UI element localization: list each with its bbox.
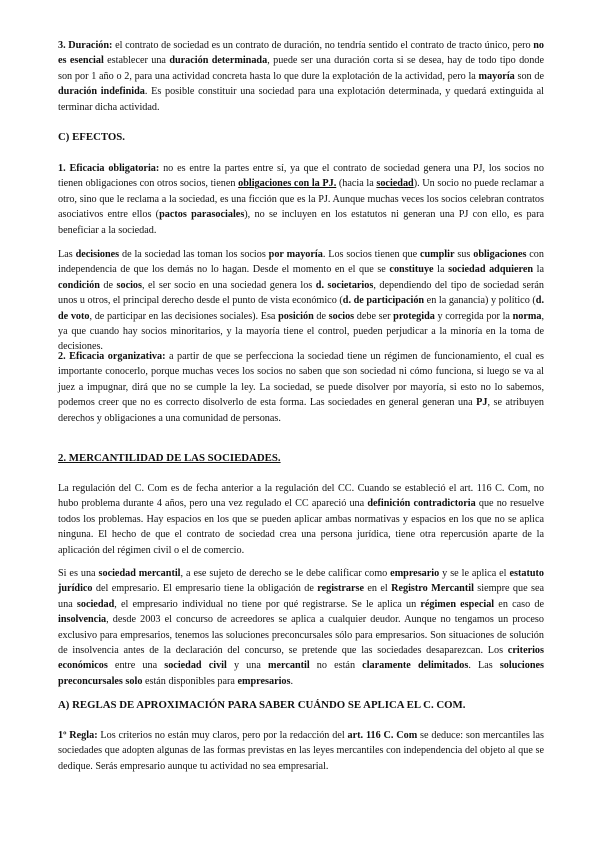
bold-term: art. 116 C. Com [347, 730, 418, 741]
bold-term: duración determinada [169, 55, 268, 67]
bold-term: protegida [393, 310, 435, 322]
text-span: Los criterios no están muy claros, pero por la redacción del [97, 730, 348, 741]
bold-term: definición contradictoria [367, 498, 476, 510]
text-span: , se atribuyen derechos y obligaciones a una comunidad de personas. [58, 397, 544, 424]
text-span: de [313, 310, 329, 322]
paragraph-regla-1 [58, 728, 544, 774]
bold-term: Registro Mercantil [391, 583, 474, 595]
term-eficacia-organizativa: 2. Eficacia organizativa: [58, 351, 166, 362]
text-span: sus [454, 249, 474, 260]
text-span: en la ganancia) y político ( [424, 295, 536, 307]
bold-term: duración indefinida [58, 86, 145, 98]
text-span: el contrato de sociedad es un contrato de duración, no tendría sentido el contrato de tracto único, pero [112, 40, 534, 51]
text-span: . Es posible constituir una sociedad para una explotación determinada, y quedará extinguida al terminar dicha actividad. [58, 86, 544, 113]
paragraph-eficacia-obligatoria [58, 161, 544, 238]
term-eficacia-obligatoria: 1. Eficacia obligatoria: [58, 163, 160, 174]
text-span: están disponibles para [142, 675, 238, 687]
bold-term: por mayoría [268, 249, 323, 260]
bold-term: empresarios [237, 675, 291, 687]
text-span: , el ser socio en una sociedad genera los [141, 279, 316, 291]
text-span: , desde 2003 el concurso de acreedores se aplica a cualquier deudor. Aunque no tengamos un proceso exclusivo para empresarios, tenemos las soluciones preconcursales sólo para empresarios. Son situaciones de solución de insolvencia antes de la declaración del concurso, se pretende que las sociedades desaparezcan. Los [58, 614, 544, 657]
text-span: , el empresario individual no tiene por qué registrarse. Se le aplica un [114, 598, 421, 610]
bold-term: criterios económicos [58, 645, 544, 672]
bold-term: sociedad mercantil [98, 568, 181, 579]
term-duracion: 3. Duración: [58, 40, 113, 51]
bold-term: empresario [390, 568, 440, 579]
bold-term: decisiones [75, 249, 120, 260]
heading-efectos: C) EFECTOS. [58, 131, 125, 143]
bold-term: socios [116, 279, 142, 291]
text-span: la [433, 264, 449, 276]
text-span: siempre que sea una [58, 583, 545, 610]
heading-mercantilidad: 2. MERCANTILIDAD DE LAS SOCIEDADES. [58, 452, 281, 464]
text-span: y una [226, 660, 268, 672]
text-span: , ya que cuando hay socios minoritarios, y la mayoría tiene el control, pueden perjudicar a la minoría en la toma de decisiones. [58, 310, 544, 353]
paragraph-decisiones [58, 247, 544, 355]
bold-term: d. de voto [58, 295, 544, 322]
text-span: de la sociedad las toman los socios [119, 249, 269, 260]
bold-term: posición [278, 310, 314, 322]
text-span: la [533, 264, 544, 276]
text-span: , a ese sujeto de derecho se le debe calificar como [180, 568, 391, 579]
text-span: establecer una [103, 55, 170, 67]
bold-term: sociedad [76, 598, 115, 610]
underlined-term: sociedad [376, 178, 414, 190]
text-span: entre una [107, 660, 165, 672]
text-span: . [290, 675, 294, 687]
text-span: . Las [468, 660, 500, 672]
bold-term: pactos parasociales [159, 209, 245, 221]
heading-reglas: A) REGLAS DE APROXIMACIÓN PARA SABER CUÁNDO SE APLICA EL C. COM. [58, 699, 466, 711]
paragraph-duracion [58, 38, 544, 115]
text-span: , de participar en las decisiones sociales). Esa [89, 310, 279, 322]
text-span: Si es una [58, 568, 99, 579]
bold-term: cumplir [419, 249, 455, 260]
bold-term: constituye [389, 264, 434, 276]
text-span: no es entre la partes entre sí, ya que el contrato de sociedad genera una PJ, los socios no tienen obligaciones con otros socios, tienen [58, 163, 544, 190]
bold-term: PJ [476, 397, 488, 409]
bold-term: norma [512, 310, 542, 322]
text-span: de [99, 279, 117, 291]
text-span: ), no se incluyen en los estatutos ni generan una PJ con ello, es para beneficiar a la sociedad. [58, 209, 544, 236]
text-span: en el [364, 583, 392, 595]
text-span: que no resuelve todos los problemas. Hay espacios en los que se pueden aplicar ambas normativas y espacios en los que no se aplica ninguna. El hecho de que el contrato de sociedad crea una persona jurídica, tiene otra repercusión aparte de la aplicación del régimen civil o el de comercio. [58, 498, 544, 556]
text-span: , dependiendo del tipo de sociedad serán unos u otros, el principal derecho desde el punto de vista económico ( [58, 279, 544, 307]
text-span: Las [58, 249, 76, 260]
bold-term: estatuto jurídico [58, 568, 544, 595]
paragraph-sociedad-mercantil [58, 566, 544, 689]
bold-term: insolvencia [58, 614, 107, 626]
text-span: . Los socios tienen que [322, 249, 420, 260]
text-span: a partir de que se perfecciona la sociedad tiene un régimen de funcionamiento, el cual es importante conocerlo, porque muchas veces los socios no saben que son sociedad ni cómo funciona, si luego se va al juez a impugnar, dirá que no se cumple la ley. La sociedad, se puede disolver por mayoría, si esto no lo sabemos, podemos creer que no es correcto disolverlo de esta forma. Las sociedades en general generan una [58, 351, 544, 409]
bold-term: d. societarios [315, 279, 374, 291]
text-span: , puede ser una duración corta si se desea, hay de todo tipo donde son por 1 año o 2, para una actividad concreta hasta lo que dure la explotación de la actividad, pero la [58, 55, 544, 82]
text-span: con independencia de que los demás no lo hagan. Desde el momento en el que se [58, 249, 544, 276]
text-span: y se le aplica el [439, 568, 510, 579]
bold-term: obligaciones [473, 249, 527, 260]
bold-term: mayoría [478, 70, 515, 82]
bold-term: claramente delimitados [362, 660, 469, 672]
text-span: y corregida por la [434, 310, 513, 322]
text-span: son de [514, 70, 544, 82]
bold-term: sociedad civil [164, 660, 227, 672]
text-span: no están [309, 660, 363, 672]
bold-term: d. de participación [342, 295, 425, 307]
text-span: ). Un socio no puede reclamar a otro, sino que le reclama a la sociedad, es una ficción que es la PJ. Aunque muchas veces los socios celebran contratos asociativos entre ellos ( [58, 178, 545, 221]
bold-term: condición [58, 279, 100, 291]
bold-term: registrarse [317, 583, 365, 595]
underlined-term: obligaciones con la PJ. [238, 178, 337, 190]
bold-term: sociedad adquieren [448, 264, 534, 276]
text-span: (hacia la [336, 178, 377, 190]
text-span: debe ser [354, 310, 394, 322]
paragraph-regulacion [58, 481, 544, 558]
bold-term: mercantil [268, 660, 310, 672]
bold-term: socios [328, 310, 355, 322]
term-regla-1: 1º Regla: [58, 730, 98, 741]
bold-term: no es esencial [58, 40, 544, 67]
bold-term: soluciones preconcursales solo [58, 660, 544, 687]
bold-term: régimen especial [420, 598, 495, 610]
text-span: del empresario. El empresario tiene la obligación de [92, 583, 318, 595]
text-span: La regulación del C. Com es de fecha anterior a la regulación del CC. Cuando se estableció el art. 116 C. Com, no hubo problema durante 4 años, pero una vez regulado el CC apareció una [58, 483, 544, 510]
text-span: en caso de [494, 598, 544, 610]
paragraph-eficacia-organizativa [58, 349, 544, 426]
text-span: se deduce: son mercantiles las sociedades que adopten algunas de las formas previstas en las leyes mercantiles con independencia del objeto al que se dedique. Serás empresario aunque tu actividad no sea empresarial. [58, 730, 544, 772]
